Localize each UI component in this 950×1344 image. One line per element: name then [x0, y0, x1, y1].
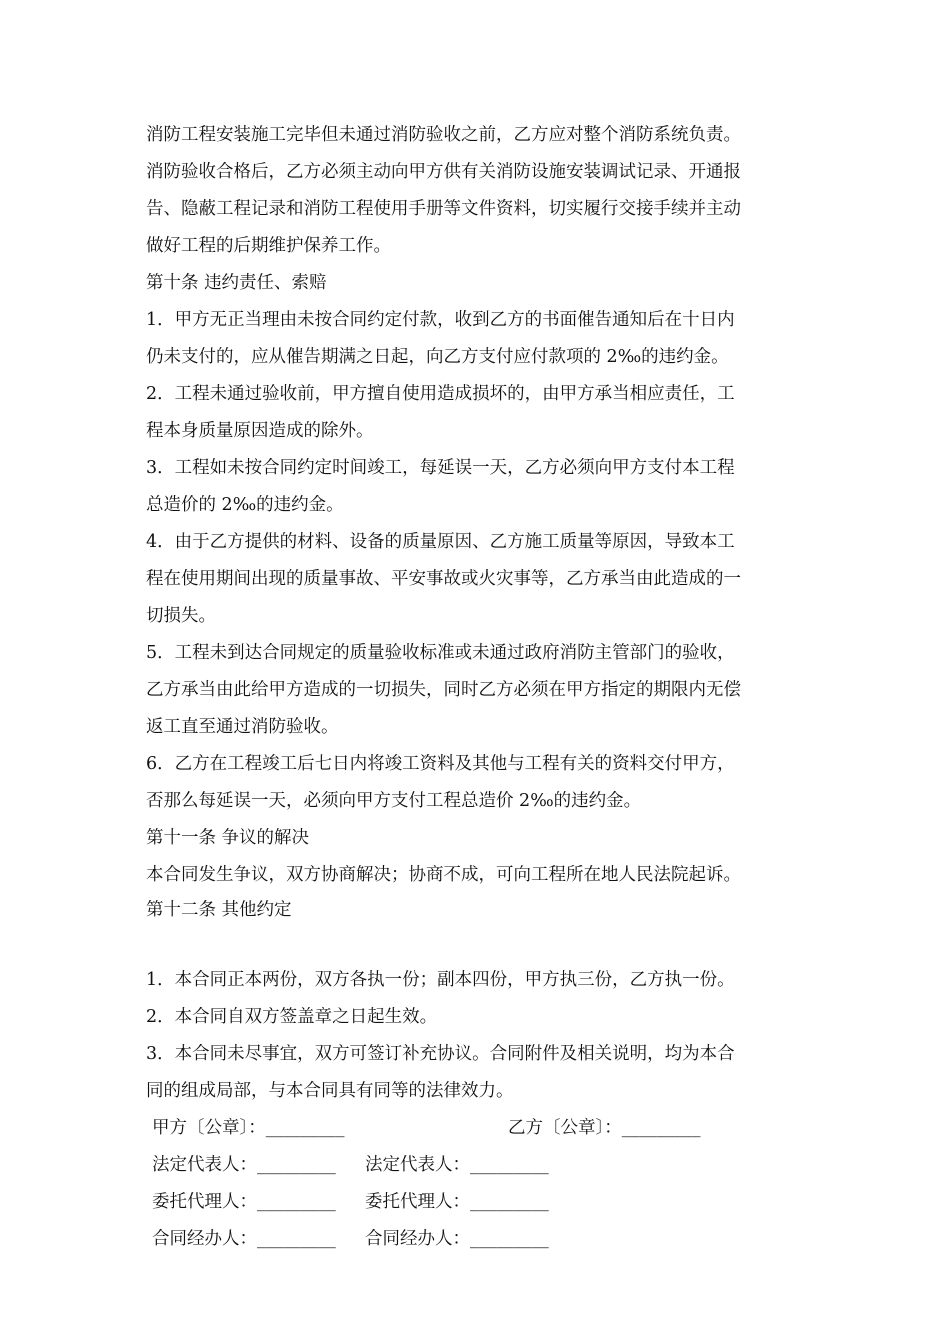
party-a-seal: 甲方〔公章〕：_________: [152, 1118, 345, 1138]
text-line: 否那么每延误一天，必须向甲方支付工程总造价 2‰的违约金。: [146, 791, 642, 811]
text-line: 仍未支付的，应从催告期满之日起，向乙方支付应付款项的 2‰的违约金。: [146, 347, 729, 367]
text-line: 6．乙方在工程竣工后七日内将竣工资料及其他与工程有关的资料交付甲方，: [146, 754, 735, 774]
text-line: 总造价的 2‰的违约金。: [146, 495, 344, 515]
blank-line: [146, 935, 806, 959]
text-line: 做好工程的后期维护保养工作。: [146, 236, 391, 256]
text-line: 2．本合同自双方签盖章之日起生效。: [146, 1007, 438, 1027]
text-line: 告、隐蔽工程记录和消防工程使用手册等文件资料，切实履行交接手续并主动: [146, 199, 741, 219]
text-line: 返工直至通过消防验收。: [146, 717, 339, 737]
text-line: 切损失。: [146, 606, 216, 626]
text-line: 程在使用期间出现的质量事故、平安事故或火灾事等，乙方承当由此造成的一: [146, 569, 741, 589]
party-b-seal: 乙方〔公章〕：_________: [508, 1118, 701, 1138]
article-heading: 第十二条 其他约定: [146, 900, 292, 920]
text-line: 同的组成局部，与本合同具有同等的法律效力。: [146, 1081, 514, 1101]
article-heading: 第十一条 争议的解决: [146, 828, 310, 848]
legal-rep-b: 法定代表人：_________: [365, 1155, 549, 1175]
agent-a: 委托代理人：_________: [152, 1192, 336, 1212]
text-line: 乙方承当由此给甲方造成的一切损失，同时乙方必须在甲方指定的期限内无偿: [146, 680, 741, 700]
handler-b: 合同经办人：_________: [365, 1229, 549, 1249]
text-line: 5．工程未到达合同规定的质量验收标准或未通过政府消防主管部门的验收，: [146, 643, 735, 663]
text-line: 1．本合同正本两份，双方各执一份；副本四份，甲方执三份，乙方执一份。: [146, 970, 735, 990]
text-line: 本合同发生争议，双方协商解决；协商不成，可向工程所在地人民法院起诉。: [146, 865, 741, 885]
text-line: 程本身质量原因造成的除外。: [146, 421, 374, 441]
text-line: 消防验收合格后，乙方必须主动向甲方供有关消防设施安装调试记录、开通报: [146, 162, 741, 182]
text-line: 2．工程未通过验收前，甲方擅自使用造成损坏的，由甲方承当相应责任，工: [146, 384, 735, 404]
handler-a: 合同经办人：_________: [152, 1229, 336, 1249]
text-line: 3．工程如未按合同约定时间竣工，每延误一天，乙方必须向甲方支付本工程: [146, 458, 735, 478]
legal-rep-a: 法定代表人：_________: [152, 1155, 336, 1175]
text-line: 消防工程安装施工完毕但未通过消防验收之前，乙方应对整个消防系统负责。: [146, 125, 741, 145]
agent-b: 委托代理人：_________: [365, 1192, 549, 1212]
text-line: 1．甲方无正当理由未按合同约定付款，收到乙方的书面催告通知后在十日内: [146, 310, 735, 330]
text-line: 3．本合同未尽事宜，双方可签订补充协议。合同附件及相关说明，均为本合: [146, 1044, 735, 1064]
text-line: 4．由于乙方提供的材料、设备的质量原因、乙方施工质量等原因，导致本工: [146, 532, 735, 552]
article-heading: 第十条 违约责任、索赔: [146, 273, 327, 293]
